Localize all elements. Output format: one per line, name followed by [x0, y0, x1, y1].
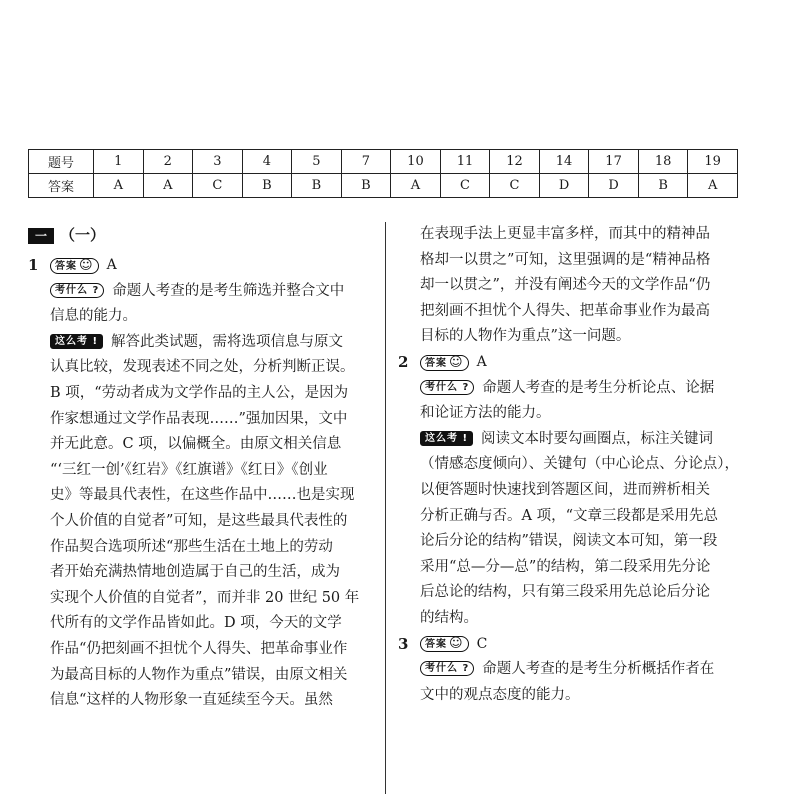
table-cell-number: 1 — [94, 150, 144, 174]
kao-tag-label: 考什么 — [425, 663, 458, 675]
q1-cont-line-1: 格却一以贯之”可知，这里强调的是“精神品格 — [420, 251, 711, 268]
table-cell-answer: A — [143, 174, 193, 198]
q2-zen-text-0: 阅读文本时要勾画圈点，标注关键词 — [481, 430, 714, 447]
table-cell-number: 2 — [143, 150, 193, 174]
table-cell-answer: C — [193, 174, 243, 198]
q2-zen-line-4: 论后分论的结构”错误，阅读文本可知，第一段 — [420, 533, 718, 550]
section-block: 一 — [28, 228, 54, 244]
q1-cont-line-3: 把刻画不担忧个人得失、把革命事业作为最高 — [420, 302, 710, 319]
zen-tag-label: 这么考 — [425, 432, 458, 444]
table-row-numbers — [29, 150, 738, 174]
table-cell-number: 18 — [638, 150, 688, 174]
answer-tag-label: 答案 — [425, 639, 447, 651]
q2-zen-line-2: 以便答题时快速找到答题区间，进而辨析相关 — [420, 481, 710, 498]
q1-answer-line — [28, 253, 374, 279]
q2-zen-line-7: 的结构。 — [420, 609, 478, 626]
zen-tag — [420, 431, 473, 446]
q1-kao-text-0: 命题人考查的是考生筛选并整合文中 — [112, 282, 345, 299]
q1-zen-line-10: 实现个人价值的自觉者”，而并非 20 世纪 50 年 — [50, 589, 360, 606]
q1-zen-line-3: 作家想通过文学作品表现……”强加因果，文中 — [50, 410, 348, 427]
table-cell-number: 4 — [242, 150, 292, 174]
q3-number: 3 — [398, 634, 409, 653]
table-cell-number: 14 — [539, 150, 589, 174]
answer-table — [28, 149, 738, 198]
q2-zen-line-3: 分析正确与否。A 项，“文章三段都是采用先总 — [420, 507, 718, 524]
section-header — [28, 222, 374, 250]
q1-kao-line-1: 信息的能力。 — [50, 308, 137, 325]
question-icon: ? — [458, 663, 470, 675]
table-cell-answer: A — [688, 174, 738, 198]
table-cell-number: 7 — [341, 150, 391, 174]
table-cell-answer: A — [94, 174, 144, 198]
q2-zen-block — [398, 427, 744, 632]
table-cell-number: 10 — [391, 150, 441, 174]
right-column — [398, 222, 744, 708]
answer-tag — [420, 636, 469, 652]
q1-zen-line-14: 信息“这样的人物形象一直延续至今天。虽然 — [50, 692, 333, 709]
smile-icon: ☺ — [449, 636, 464, 652]
table-cell-answer: D — [539, 174, 589, 198]
zen-tag — [50, 334, 103, 349]
table-cell-number: 11 — [440, 150, 490, 174]
q1-continuation — [398, 222, 744, 350]
q1-answer: A — [106, 257, 117, 273]
q1-zen-line-6: 史》等最具代表性，在这些作品中……也是实现 — [50, 487, 355, 504]
q1-zen-line-13: 为最高目标的人物作为重点”错误，由原文相关 — [50, 666, 348, 683]
q2-answer: A — [476, 353, 487, 370]
q1-zen-line-9: 者开始充满热情地创造属于自己的生活，成为 — [50, 564, 340, 581]
smile-icon: ☺ — [449, 354, 464, 370]
table-cell-number: 17 — [589, 150, 639, 174]
q1-zen-rest — [50, 355, 374, 713]
question-icon: ? — [88, 284, 100, 296]
kao-tag — [50, 283, 104, 298]
q1-zen-line-4: 并无此意。C 项，以偏概全。由原文相关信息 — [50, 436, 342, 453]
q2-answer-line — [398, 350, 744, 376]
answer-tag-label: 答案 — [425, 357, 447, 369]
q3-kao-line-1: 文中的观点态度的能力。 — [420, 686, 580, 703]
alert-icon: ! — [88, 335, 99, 347]
q1-zen-block — [28, 330, 374, 714]
kao-tag — [420, 380, 474, 395]
left-column — [28, 222, 374, 714]
q2-zen-line-1: （情感态度倾向）、关键句（中心论点、分论点）， — [420, 456, 739, 473]
q1-cont-line-0: 在表现手法上更显丰富多样，而其中的精神品 — [420, 226, 710, 242]
table-header-label: 题号 — [29, 150, 94, 174]
q2-number: 2 — [398, 352, 409, 371]
answer-tag-label: 答案 — [55, 260, 77, 272]
q3-answer: C — [476, 635, 488, 652]
q1-cont-line-4: 目标的人物作为重点”这一问题。 — [420, 328, 631, 345]
section-title: （一） — [60, 226, 106, 245]
q2-zen-line-6: 后总论的结构，只有第三段采用先总论后分论 — [420, 584, 710, 601]
table-cell-number: 3 — [193, 150, 243, 174]
q1-zen-text-0: 解答此类试题，需将选项信息与原文 — [111, 333, 344, 350]
q2-kao-text-0: 命题人考查的是考生分析论点、论据 — [482, 379, 715, 396]
question-icon: ? — [458, 381, 470, 393]
q1-zen-line-11: 代所有的文学作品皆如此。D 项，今天的文学 — [50, 615, 342, 632]
table-cell-answer: C — [490, 174, 540, 198]
table-answer-label: 答案 — [29, 174, 94, 198]
q3-kao-text-0: 命题人考查的是考生分析概括作者在 — [482, 661, 715, 678]
table-cell-number: 5 — [292, 150, 342, 174]
kao-tag — [420, 661, 474, 676]
q2-zen-line-5: 采用“总—分—总”的结构，第二段采用先分论 — [420, 558, 711, 575]
q1-number: 1 — [28, 256, 39, 274]
table-cell-answer: B — [638, 174, 688, 198]
kao-tag-label: 考什么 — [55, 284, 88, 296]
q1-zen-line-0 — [50, 330, 374, 356]
table-cell-answer: B — [292, 174, 342, 198]
answer-tag — [420, 355, 469, 371]
table-cell-answer: A — [391, 174, 441, 198]
q1-zen-line-7: 个人价值的自觉者”可知，是这些最具代表性的 — [50, 512, 348, 529]
answer-tag — [50, 258, 99, 274]
q3-kao-block — [398, 657, 744, 708]
column-divider — [385, 222, 386, 794]
q2-kao-block — [398, 376, 744, 427]
q1-zen-line-8: 作品契合选项所述“那些生活在土地上的劳动 — [50, 538, 333, 555]
q1-zen-line-1: 认真比较，发现表述不同之处，分析判断正误。 — [50, 359, 355, 376]
table-cell-answer: C — [440, 174, 490, 198]
q1-cont-line-2: 却一以贯之”，并没有阐述今天的文学作品“仍 — [420, 277, 711, 294]
alert-icon: ! — [458, 432, 469, 444]
q2-zen-line-0 — [420, 427, 744, 453]
q2-zen-rest — [420, 452, 744, 631]
q1-zen-line-5: “‘三红一创’《红岩》《红旗谱》《红日》《创业 — [50, 461, 328, 478]
q3-kao-line-0 — [420, 657, 744, 683]
kao-tag-label: 考什么 — [425, 381, 458, 393]
q2-kao-line-0 — [420, 376, 744, 402]
table-cell-answer: B — [242, 174, 292, 198]
q1-zen-line-12: 作品“仍把刻画不担忧个人得失、把革命事业作 — [50, 640, 348, 657]
table-cell-answer: D — [589, 174, 639, 198]
table-row-answers — [29, 174, 738, 198]
q2-kao-line-1: 和论证方法的能力。 — [420, 405, 551, 422]
q1-kao-block — [28, 279, 374, 330]
q3-answer-line — [398, 632, 744, 658]
q1-kao-line-0 — [50, 279, 374, 305]
zen-tag-label: 这么考 — [55, 335, 88, 347]
table-cell-number: 19 — [688, 150, 738, 174]
smile-icon: ☺ — [79, 257, 94, 273]
table-cell-number: 12 — [490, 150, 540, 174]
table-cell-answer: B — [341, 174, 391, 198]
q1-zen-line-2: B 项，“劳动者成为文学作品的主人公，是因为 — [50, 384, 349, 401]
